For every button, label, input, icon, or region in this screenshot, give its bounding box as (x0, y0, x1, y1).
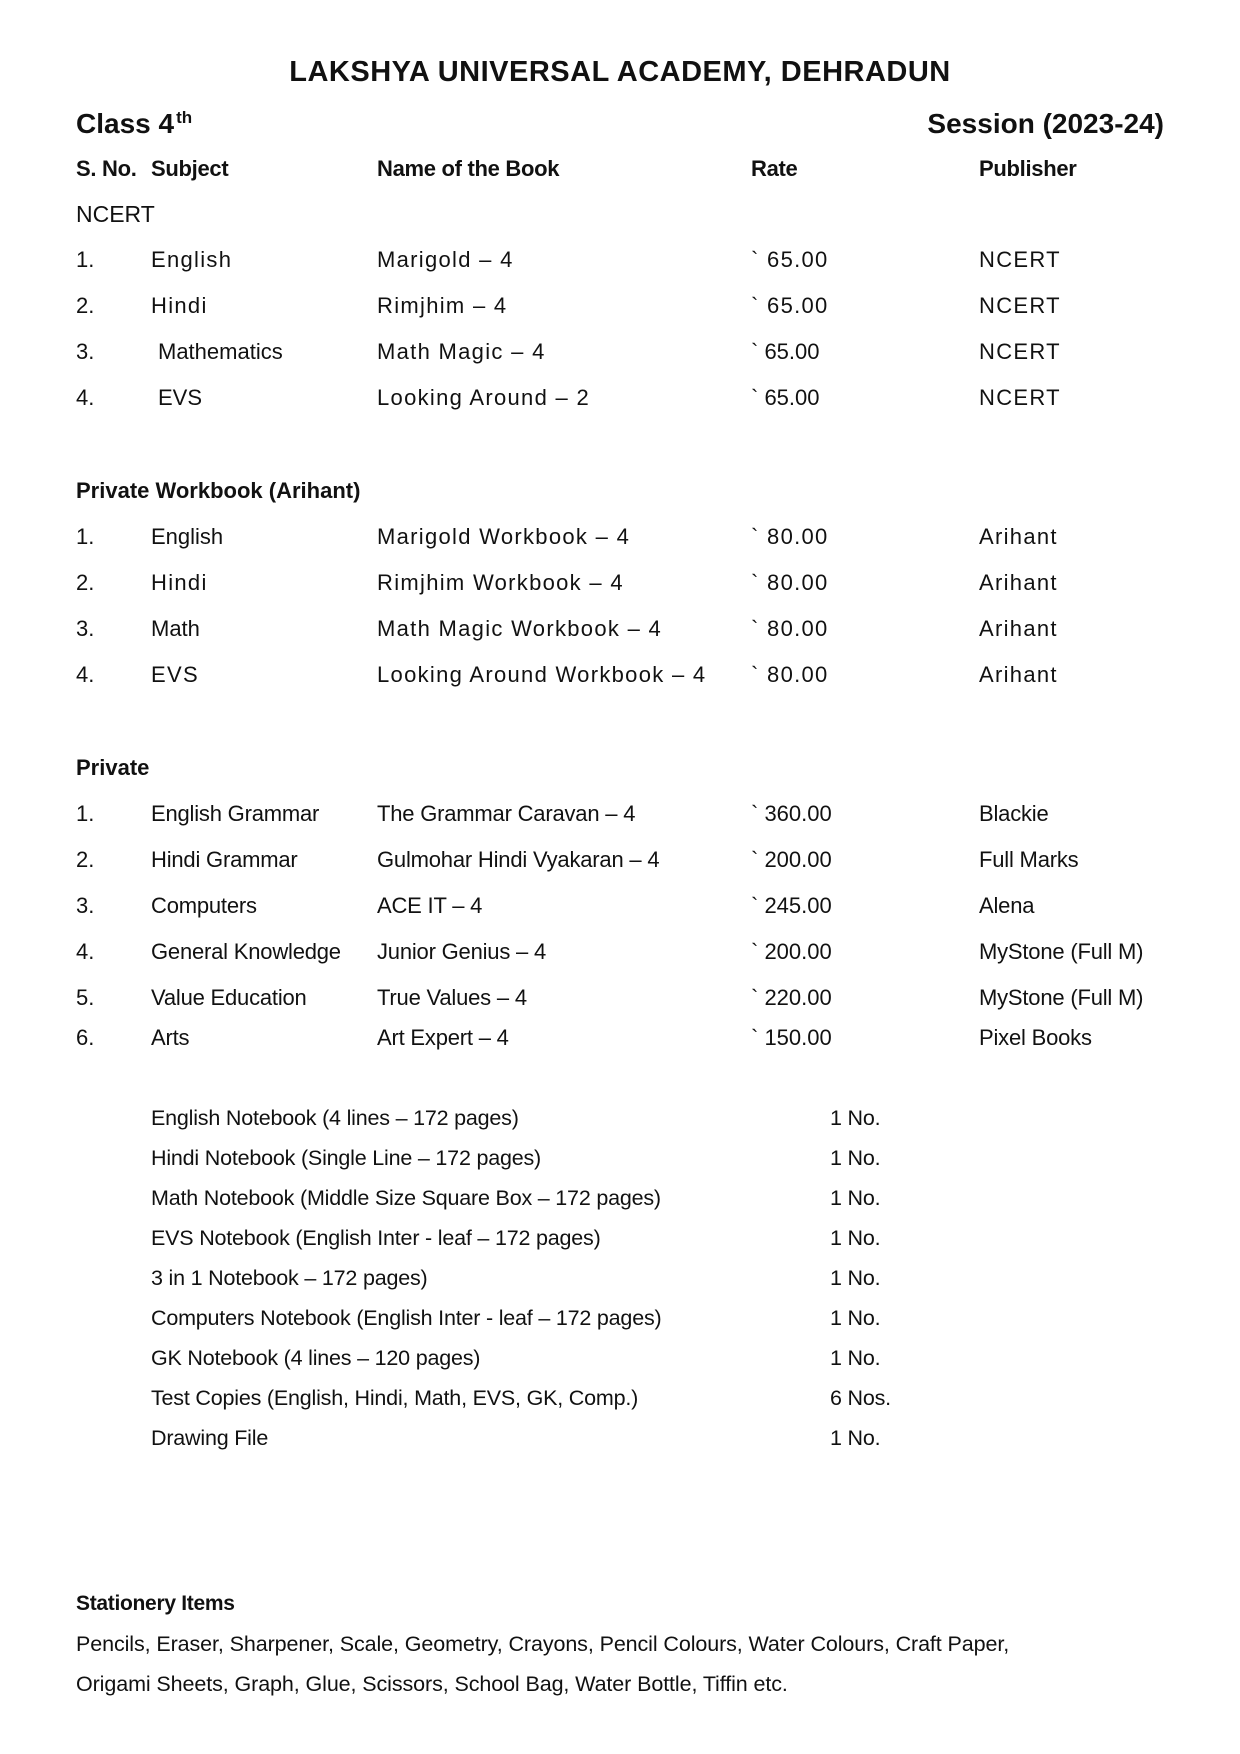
notebook-item: 3 in 1 Notebook – 172 pages) (151, 1266, 428, 1290)
row-sno: 3. (76, 893, 95, 918)
notebook-qty: 6 Nos. (830, 1386, 891, 1410)
notebook-qty: 1 No. (830, 1186, 881, 1210)
row-publisher: MyStone (Full M) (979, 939, 1144, 964)
notebook-qty: 1 No. (830, 1146, 881, 1170)
row-subject: Computers (151, 893, 257, 918)
notebook-item: EVS Notebook (English Inter - leaf – 172 pages) (151, 1226, 601, 1250)
row-subject: Value Education (151, 985, 307, 1010)
row-sno: 6. (76, 1025, 95, 1050)
row-publisher: Arihant (979, 570, 1058, 595)
notebook-item: Drawing File (151, 1426, 269, 1450)
row-rate: ` 245.00 (751, 893, 832, 918)
row-publisher: Pixel Books (979, 1025, 1092, 1050)
class-label (76, 108, 192, 140)
row-book: True Values – 4 (377, 985, 527, 1010)
section-heading-workbook: Private Workbook (Arihant) (76, 478, 361, 503)
section-heading-private: Private (76, 755, 150, 780)
row-book: The Grammar Caravan – 4 (377, 801, 636, 826)
row-rate: ` 150.00 (751, 1025, 832, 1050)
row-rate: ` 65.00 (751, 385, 820, 410)
row-book: Math Magic Workbook – 4 (377, 616, 663, 641)
row-sno: 1. (76, 801, 95, 826)
row-book: Looking Around – 2 (377, 385, 590, 410)
table-row (0, 570, 1240, 602)
row-sno: 2. (76, 847, 95, 872)
notebook-item: Computers Notebook (English Inter - leaf – 172 pages) (151, 1306, 662, 1330)
table-row (0, 1025, 1240, 1057)
row-book: Rimjhim Workbook – 4 (377, 570, 624, 595)
row-subject: Math (151, 616, 200, 641)
row-rate: ` 200.00 (751, 847, 832, 872)
table-row (0, 847, 1240, 879)
session-label: Session (2023-24) (927, 108, 1164, 139)
row-book: ACE IT – 4 (377, 893, 483, 918)
row-rate: ` 65.00 (751, 293, 829, 318)
section-heading-ncert: NCERT (76, 201, 155, 227)
notebook-qty: 1 No. (830, 1346, 881, 1370)
row-rate: ` 220.00 (751, 985, 832, 1010)
row-sno: 3. (76, 339, 95, 364)
row-subject: Mathematics (158, 339, 283, 364)
table-row (0, 293, 1240, 325)
row-rate: ` 80.00 (751, 616, 829, 641)
row-publisher: NCERT (979, 339, 1061, 364)
row-sno: 4. (76, 385, 95, 410)
notebook-item: Test Copies (English, Hindi, Math, EVS, GK, Comp.) (151, 1386, 639, 1410)
row-publisher: MyStone (Full M) (979, 985, 1144, 1010)
row-rate: ` 65.00 (751, 339, 820, 364)
header-sno: S. No. (76, 156, 137, 181)
table-row (0, 985, 1240, 1017)
header-subject: Subject (151, 156, 229, 181)
row-book: Marigold – 4 (377, 247, 514, 272)
row-book: Junior Genius – 4 (377, 939, 547, 964)
row-subject: Hindi (151, 293, 208, 318)
row-rate: ` 360.00 (751, 801, 832, 826)
notebook-qty: 1 No. (830, 1426, 881, 1450)
school-title: LAKSHYA UNIVERSAL ACADEMY, DEHRADUN (289, 56, 951, 88)
row-sno: 3. (76, 616, 95, 641)
row-publisher: Blackie (979, 801, 1049, 826)
notebook-qty: 1 No. (830, 1306, 881, 1330)
row-publisher: Full Marks (979, 847, 1079, 872)
row-rate: ` 65.00 (751, 247, 829, 272)
row-sno: 5. (76, 985, 95, 1010)
table-row (0, 616, 1240, 648)
notebook-item: Hindi Notebook (Single Line – 172 pages) (151, 1146, 542, 1170)
row-rate: ` 80.00 (751, 524, 829, 549)
row-sno: 1. (76, 247, 95, 272)
table-row (0, 939, 1240, 971)
row-book: Art Expert – 4 (377, 1025, 509, 1050)
row-sno: 2. (76, 570, 95, 595)
row-subject: English (151, 247, 233, 272)
row-rate: ` 80.00 (751, 662, 829, 687)
row-publisher: Arihant (979, 616, 1058, 641)
row-subject: Hindi (151, 570, 208, 595)
row-subject: General Knowledge (151, 939, 341, 964)
header-book: Name of the Book (377, 156, 560, 181)
row-subject: English (151, 524, 224, 549)
row-book: Rimjhim – 4 (377, 293, 508, 318)
row-subject: EVS (151, 662, 199, 687)
class-label-text: Class 4 (76, 108, 175, 139)
row-book: Marigold Workbook – 4 (377, 524, 631, 549)
row-subject: English Grammar (151, 801, 320, 826)
table-row (0, 247, 1240, 279)
header-rate: Rate (751, 156, 798, 181)
row-sno: 2. (76, 293, 95, 318)
row-rate: ` 200.00 (751, 939, 832, 964)
notebook-item: GK Notebook (4 lines – 120 pages) (151, 1346, 481, 1370)
table-row (0, 524, 1240, 556)
stationery-line-1: Pencils, Eraser, Sharpener, Scale, Geometry, Crayons, Pencil Colours, Water Colours, Craft Paper, (76, 1632, 1010, 1656)
table-row (0, 801, 1240, 833)
notebook-qty: 1 No. (830, 1226, 881, 1250)
notebook-qty: 1 No. (830, 1106, 881, 1130)
class-label-suffix: th (176, 108, 193, 127)
row-publisher: Alena (979, 893, 1035, 918)
table-row (0, 662, 1240, 694)
row-book: Looking Around Workbook – 4 (377, 662, 707, 687)
notebook-qty: 1 No. (830, 1266, 881, 1290)
table-row (0, 385, 1240, 417)
table-row (0, 893, 1240, 925)
row-book: Gulmohar Hindi Vyakaran – 4 (377, 847, 660, 872)
row-book: Math Magic – 4 (377, 339, 546, 364)
row-sno: 1. (76, 524, 95, 549)
header-publisher: Publisher (979, 156, 1077, 181)
row-publisher: Arihant (979, 662, 1058, 687)
notebook-item: Math Notebook (Middle Size Square Box – 172 pages) (151, 1186, 661, 1210)
row-subject: Arts (151, 1025, 190, 1050)
row-subject: EVS (158, 385, 203, 410)
row-sno: 4. (76, 939, 95, 964)
row-subject: Hindi Grammar (151, 847, 298, 872)
row-publisher: NCERT (979, 385, 1061, 410)
row-publisher: Arihant (979, 524, 1058, 549)
notebook-item: English Notebook (4 lines – 172 pages) (151, 1106, 519, 1130)
stationery-line-2: Origami Sheets, Graph, Glue, Scissors, School Bag, Water Bottle, Tiffin etc. (76, 1672, 788, 1696)
row-rate: ` 80.00 (751, 570, 829, 595)
table-row (0, 339, 1240, 371)
row-publisher: NCERT (979, 293, 1061, 318)
row-sno: 4. (76, 662, 95, 687)
row-publisher: NCERT (979, 247, 1061, 272)
stationery-heading: Stationery Items (76, 1592, 235, 1615)
